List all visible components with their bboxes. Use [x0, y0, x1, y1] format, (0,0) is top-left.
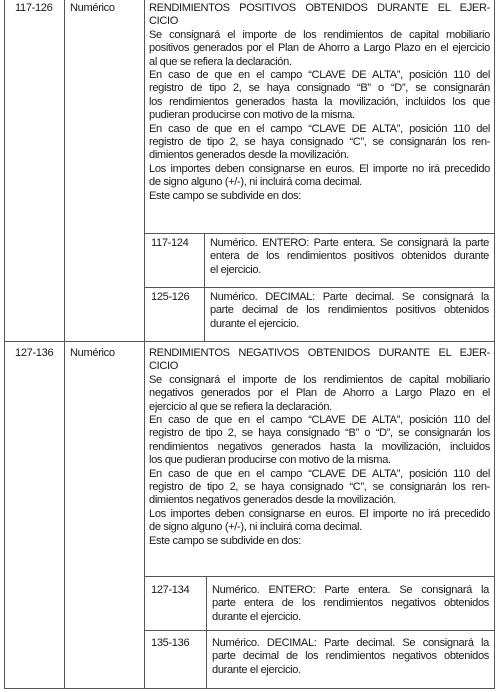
description-line: negativos generados por el Plan de Ahorro a Largo Plazo en el	[149, 387, 490, 400]
field-position: 117-126	[15, 2, 53, 14]
description-line: Este campo se subdivide en dos:	[149, 534, 301, 547]
subfield-divider	[144, 233, 494, 234]
description-line: positivos generados por el Plan de Ahorro a Largo Plazo en el ejercicio	[149, 42, 490, 55]
subfield-divider	[144, 630, 494, 631]
subfield-description	[212, 584, 489, 624]
subfield-line: Numérico. ENTERO: Parte entera. Se consignará la	[212, 584, 489, 596]
column-divider	[64, 0, 65, 341]
description-line: dimientos generados desde la movilización.	[149, 149, 349, 162]
subfield-column-divider	[206, 576, 207, 688]
description-line: Los importes deben consignarse en euros. El importe no irá precedido	[149, 507, 490, 520]
subfield-description	[210, 237, 489, 277]
description-line: En caso de que en el campo “CLAVE DE ALTA”, posición 110 del	[149, 69, 490, 82]
description-line: dimientos negativos generados desde la movilización.	[149, 494, 396, 507]
description-line: En caso de que en el campo “CLAVE DE ALTA”, posición 110 del	[149, 414, 490, 427]
subfield-divider	[144, 287, 494, 288]
subfield-position: 125-126	[151, 291, 190, 303]
subfield-position: 127-134	[151, 584, 190, 596]
description-line: Se consignará el importe de los rendimientos de capital mobiliario	[149, 28, 490, 41]
subfield-line: Numérico. ENTERO: Parte entera. Se consignará la parte	[210, 237, 489, 249]
description-line: registro de tipo 2, se haya consignado “C”, se consignarán los ren-	[149, 136, 490, 149]
description-line: Los importes deben consignarse en euros. El importe no irá precedido	[149, 162, 490, 175]
subfield-divider	[144, 576, 494, 577]
column-divider	[144, 341, 145, 688]
subfield-line: durante el ejercicio.	[212, 610, 301, 623]
description-line: al que se refiera la declaración.	[149, 55, 292, 68]
description-line: En caso de que en el campo “CLAVE DE ALTA”, posición 110 del	[149, 122, 490, 135]
description-line: RENDIMIENTOS POSITIVOS OBTENIDOS DURANTE EL EJER-	[149, 2, 490, 14]
description-line: RENDIMIENTOS NEGATIVOS OBTENIDOS DURANTE EL EJER-	[149, 347, 490, 359]
field-position: 127-136	[15, 347, 54, 359]
description-line: registro de tipo 2, se haya consignado “B” o “D”, se consignarán los	[149, 427, 490, 440]
subfield-line: Numérico. DECIMAL: Parte decimal. Se consignará la	[210, 291, 489, 303]
subfield-position: 117-124	[151, 237, 189, 249]
subfield-line: parte decimal de los rendimientos positivos obtenidos	[210, 304, 489, 317]
column-divider	[64, 341, 65, 688]
description-line: CICIO	[149, 360, 179, 373]
description-line: Este campo se subdivide en dos:	[149, 189, 301, 202]
subfield-description	[212, 637, 489, 677]
description-line: CICIO	[149, 15, 179, 28]
description-line: ejercicio al que se refiera la declaración.	[149, 400, 332, 413]
description-line: de signo alguno (+/-), ni incluirá coma decimal.	[149, 176, 362, 189]
description-line: pudieran producirse con motivo de la misma.	[149, 109, 355, 122]
field-type: Numérico	[70, 347, 115, 359]
subfield-line: Numérico. DECIMAL: Parte decimal. Se consignará la	[212, 637, 489, 649]
description-line: En caso de que en el campo “CLAVE DE ALTA”, posición 110 del	[149, 467, 490, 480]
description-line: rendimientos negativos generados hasta la movilización, incluidos	[149, 440, 490, 453]
subfield-line: parte decimal de los rendimientos negativos obtenidos	[212, 650, 489, 663]
subfield-position: 135-136	[151, 637, 190, 649]
subfield-description	[210, 291, 489, 331]
description-line: registro de tipo 2, se haya consignado “B” o “D”, se consignarán	[149, 82, 490, 95]
subfield-line: durante el ejercicio.	[210, 317, 299, 330]
subfield-line: entera de los rendimientos positivos obtenidos durante	[210, 250, 489, 263]
description-line: Se consignará el importe de los rendimientos de capital mobiliario	[149, 373, 490, 386]
subfield-line: durante el ejercicio.	[212, 663, 301, 676]
field-type: Numérico	[70, 2, 115, 14]
field-description	[149, 347, 490, 548]
description-line: de signo alguno (+/-), ni incluirá coma decimal.	[149, 521, 362, 534]
description-line: los que pudieran producirse con motivo de la misma.	[149, 454, 391, 467]
description-line: registro de tipo 2, se haya consignado “C”, se consignarán los ren-	[149, 481, 490, 494]
field-description	[149, 2, 490, 203]
subfield-line: el ejercicio.	[210, 263, 261, 276]
column-divider	[144, 0, 145, 341]
description-line: los rendimientos generados hasta la movilización, incluidos los que	[149, 95, 490, 108]
subfield-line: parte entera de los rendimientos negativos obtenidos	[212, 597, 489, 610]
